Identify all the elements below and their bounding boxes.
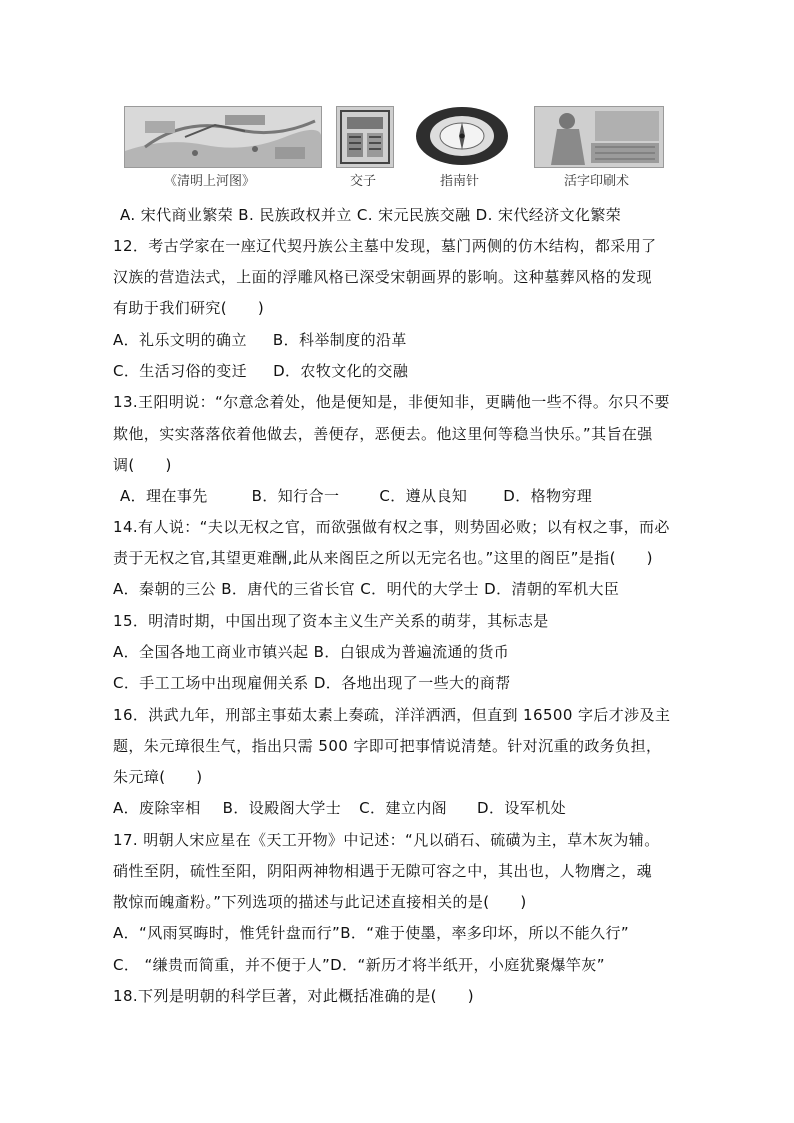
painting-scroll-icon [124,106,322,168]
question-12-text: 12．考古学家在一座辽代契丹族公主墓中发现，墓门两侧的仿木结构，都采用了 [113,237,657,255]
question-16-text: 朱元璋( ) [113,768,203,786]
question-15-options: C．手工工场中出现雇佣关系 D．各地出现了一些大的商帮 [113,674,511,692]
question-17-text: 散惊而魄齑粉。”下列选项的描述与此记述直接相关的是( ) [113,893,527,911]
option-b: B．设殿阁大学士 [222,799,342,817]
question-15-options: A．全国各地工商业市镇兴起 B．白银成为普遍流通的货币 [113,643,510,661]
question-17-text: 17. 明朝人宋应星在《天工开物》中记述：“凡以硝石、硫磺为主，草木灰为辅。 [113,831,660,849]
printing-figure-icon [534,106,664,168]
question-14-text: 14.有人说：“夫以无权之官，而欲强做有权之事，则势固必败；以有权之事，而必 [113,518,670,536]
option-c: C．遵从良知 [379,487,468,505]
question-12-text: 有助于我们研究( ) [113,299,265,317]
question-16-text: 16．洪武九年，刑部主事茹太素上奏疏，洋洋洒洒，但直到 16500 字后才涉及主 [113,706,671,724]
question-17-options: A．“风雨冥晦时，惟凭针盘而行”B．“难于使墨，率多印坏，所以不能久行” [113,924,630,942]
paper-money-icon [336,106,394,168]
question-17-text: 硝性至阴，硫性至阳，阴阳两神物相遇于无隙可容之中，其出也，人物膺之，魂 [113,862,653,880]
question-12-options [113,330,407,350]
option-a: A．理在事先 [120,487,208,505]
option-a: A．废除宰相 [113,799,201,817]
question-12-text: 汉族的营造法式，上面的浮雕风格已深受宋朝画界的影响。这种墓葬风格的发现 [113,268,653,286]
image-caption: 《清明上河图》 [164,174,256,189]
image-caption: 交子 [350,174,377,189]
option-d: D．格物穷理 [503,487,593,505]
option-c: C．建立内阁 [359,799,448,817]
image-strip [118,106,664,190]
question-12-options [113,361,408,381]
question-15-text: 15．明清时期，中国出现了资本主义生产关系的萌芽，其标志是 [113,612,549,630]
question-13-options [120,486,592,506]
question-13-text: 13.王阳明说：“尔意念着处，他是便知是，非便知非，更瞒他一些不得。尔只不要 [113,393,670,411]
option-d: D．设军机处 [477,799,566,817]
option-d: D．农牧文化的交融 [273,362,409,380]
question-14-text: 责于无权之官,其望更难酬,此从来阁臣之所以无完名也。”这里的阁臣”是指( ) [113,549,653,567]
question-18-text: 18.下列是明朝的科学巨著，对此概括准确的是( ) [113,987,474,1005]
question-17-options: C． “缣贵而简重，并不便于人”D．“新历才将半纸开，小庭犹聚爆竿灰” [113,956,605,974]
question-11-options: A. 宋代商业繁荣 B. 民族政权并立 C. 宋元民族交融 D. 宋代经济文化繁荣 [120,206,622,224]
option-c: C．生活习俗的变迁 [113,362,248,380]
question-14-options: A．秦朝的三公 B．唐代的三省长官 C．明代的大学士 D．清朝的军机大臣 [113,580,620,598]
image-caption: 活字印刷术 [564,174,630,189]
question-13-text: 调( ) [113,456,172,474]
question-16-text: 题，朱元璋很生气，指出只需 500 字即可把事情说清楚。针对沉重的政务负担， [113,737,662,755]
question-16-options [113,798,566,818]
option-b: B．科举制度的沿革 [272,331,407,349]
image-caption: 指南针 [440,174,480,189]
compass-icon [414,106,510,166]
option-b: B．知行合一 [251,487,340,505]
question-13-text: 欺他，实实落落依着他做去，善便存，恶便去。他这里何等稳当快乐。”其旨在强 [113,425,653,443]
option-a: A．礼乐文明的确立 [113,331,247,349]
